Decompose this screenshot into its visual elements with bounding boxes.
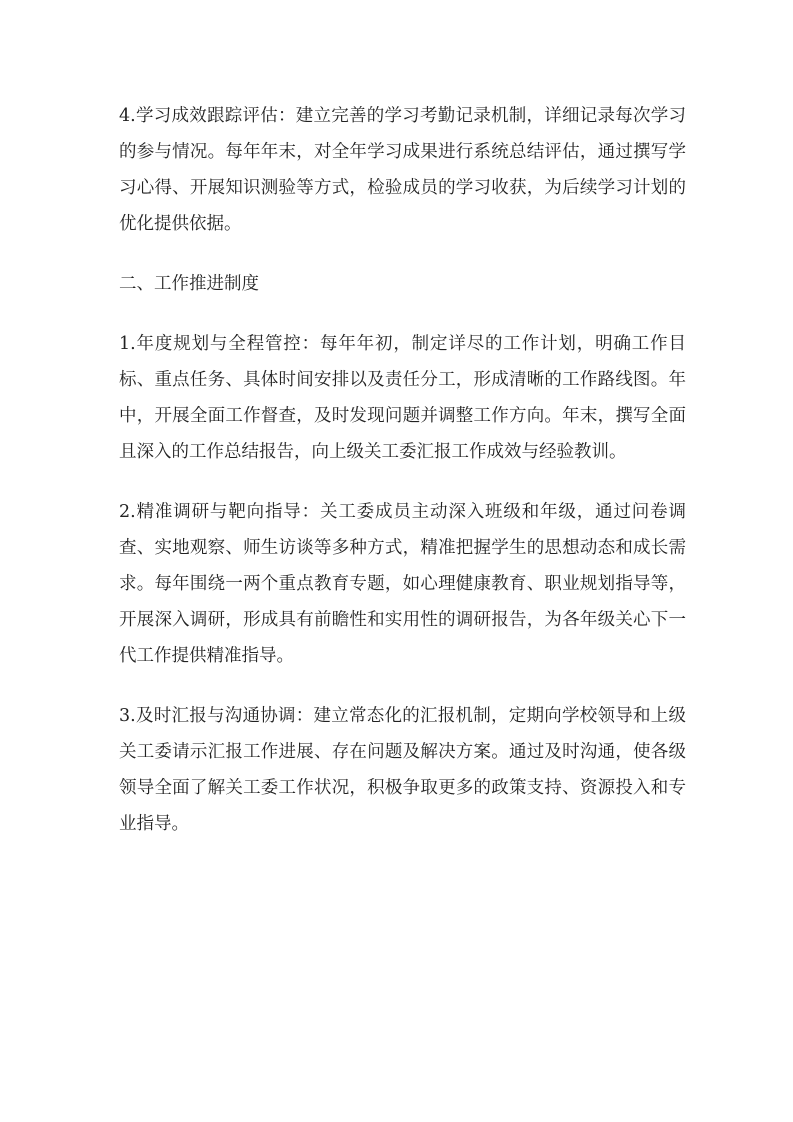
paragraph-research-guidance: 2.精准调研与靶向指导：关工委成员主动深入班级和年级，通过问卷调查、实地观察、师生访谈等多种方式，精准把握学生的思想动态和成长需求。每年围绕一两个重点教育专题，如心理健康教育、职业规划指导等，开展深入调研，形成具有前瞻性和实用性的调研报告，为各年级关心下一代工作提供精准指导。 [119,502,686,666]
paragraph-learning-evaluation: 4.学习成效跟踪评估：建立完善的学习考勤记录机制，详细记录每次学习的参与情况。每年年末，对全年学习成果进行系统总结评估，通过撰写学习心得、开展知识测验等方式，检验成员的学习收获，为后续学习计划的优化提供依据。 [119,106,686,234]
section-heading-work-system: 二、工作推进制度 [119,274,259,294]
document-body [119,98,686,866]
paragraph-annual-planning: 1.年度规划与全程管控：每年年初，制定详尽的工作计划，明确工作目标、重点任务、具体时间安排以及责任分工，形成清晰的工作路线图。年中，开展全面工作督查，及时发现问题并调整工作方向。年末，撰写全面且深入的工作总结报告，向上级关工委汇报工作成效与经验教训。 [119,334,686,462]
paragraph-reporting-coordination: 3.及时汇报与沟通协调：建立常态化的汇报机制，定期向学校领导和上级关工委请示汇报工作进展、存在问题及解决方案。通过及时沟通，使各级领导全面了解关工委工作状况，积极争取更多的政策支持、资源投入和专业指导。 [119,706,686,834]
